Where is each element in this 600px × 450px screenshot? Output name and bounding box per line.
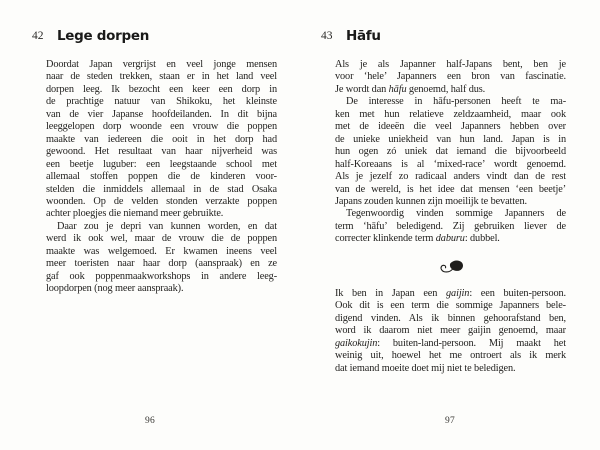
page-number-left: 96 — [144, 416, 156, 426]
text-line: gaf ook poppenmaakworkshops in andere leeg- — [46, 270, 277, 282]
chapter-number: 42 — [32, 30, 44, 42]
section-break-ornament — [335, 259, 566, 274]
text-line: woonden. Op de velden stonden verzakte poppen — [46, 195, 277, 207]
text-line: loopdorpen (nog meer aanspraak). — [46, 283, 184, 295]
text-line: maakte was welgemoed. Er kwamen ineens veel — [46, 245, 277, 257]
text-line: Als je als Japanner half-Japans bent, ben je — [335, 59, 566, 70]
text-line: gaikokujin: buiten-land-persoon. Mij maakt het — [335, 337, 566, 349]
paragraph — [335, 59, 566, 96]
chapter-number: 43 — [321, 30, 333, 42]
text-line: werd ik ook wel, maar de vrouw die de poppen — [46, 233, 277, 245]
chapter-header-left — [32, 27, 277, 45]
text-line: Japans zouden kunnen zijn moeilijk te bevatten. — [335, 195, 527, 207]
text-line: dat iemand moeite doet mij niet te beledigen. — [335, 362, 516, 374]
text-line: voor ‘hele’ Japanners een bron van fascinatie. — [335, 71, 566, 83]
text-line: de prachtige natuur van Shikoku, het kleinste — [46, 96, 277, 108]
text-line: De interesse in hāfu-personen heeft te ma- — [346, 96, 566, 108]
text-line: Daar zou je depri van kunnen worden, en dat — [57, 220, 277, 232]
text-line: allemaal stoffen poppen die de kinderen voor- — [46, 171, 277, 183]
text-line: Ook dit is een term die sommige Japanners bele- — [335, 300, 566, 312]
text-line: digend vinden. Als ik binnen gehoorafstand ben, — [335, 312, 566, 324]
text-line: Doordat Japan vergrijst en veel jonge mensen — [46, 59, 277, 70]
text-line: term ‘hāfu’ beledigend. Zij gebruiken liever de — [335, 220, 566, 232]
text-line: de unieke uniekheid van hun land. Japan is in — [335, 133, 566, 145]
chapter-header-right — [321, 27, 566, 45]
chapter-title: Lege dorpen — [57, 28, 150, 44]
page-number-right: 97 — [444, 416, 456, 426]
book-page-right — [321, 0, 566, 450]
text-line: hun ogen zó uniek dat iemand die bijvoorbeeld — [335, 146, 566, 158]
paragraph — [46, 59, 277, 221]
text-line: achter ploegjes die niemand meer gebruikte. — [46, 208, 224, 220]
chapter-title: Hāfu — [346, 28, 381, 44]
page-body-left — [46, 59, 277, 296]
text-line: weinig uit, hoewel het me ontroert als ik merk — [335, 350, 566, 362]
text-line: van de wereld, is het idee dat mensen ‘een beetje’ — [335, 183, 566, 195]
text-line: Als je jezelf zo radicaal anders vindt dan de rest — [335, 171, 566, 183]
text-line: Ik ben in Japan een gaijin: een buiten-persoon. — [335, 287, 566, 299]
book-page-left — [32, 0, 277, 450]
text-line: met de ideeën die veel Japanners hebben over — [335, 121, 566, 133]
text-line: correcter klinkende term daburu: dubbel. — [335, 233, 500, 245]
paragraph — [335, 208, 566, 245]
paragraph — [335, 96, 566, 208]
ink-brush-ornament-icon — [438, 259, 464, 274]
text-line: leeggelopen dorp woonde een vrouw die poppen — [46, 121, 277, 133]
text-line: dorpen leeg. Ik bezocht een keer een dorp in — [46, 83, 277, 95]
text-line: een beetje luguber: een leegstaande school met — [46, 158, 277, 170]
text-line: naar de steden trekken, staan er in het land veel — [46, 71, 277, 83]
text-line: meer toeristen naar haar dorp (aanspraak) en ze — [46, 258, 277, 270]
page-body-right — [335, 59, 566, 375]
paragraph — [46, 221, 277, 296]
text-line: ken met hun relatieve zeldzaamheid, maar ook — [335, 108, 566, 120]
paragraph — [335, 288, 566, 375]
text-line: van de vier Japanse hoofdeilanden. In dit bijna — [46, 108, 277, 120]
text-line: Tegenwoordig vinden sommige Japanners de — [346, 208, 566, 220]
text-line: stelden die inmiddels allemaal in de stad Osaka — [46, 183, 277, 195]
text-line: maakte van iedereen die ooit in het dorp had — [46, 133, 277, 145]
text-line: gewoond. Het resultaat van haar nijverheid was — [46, 146, 277, 158]
text-line: Je wordt dan hāfu genoemd, half dus. — [335, 83, 486, 95]
text-line: word ik daarom niet meer gaijin genoemd, maar — [335, 325, 566, 337]
text-line: half-Koreaans is al ‘mixed-race’ wordt genoemd. — [335, 158, 566, 170]
